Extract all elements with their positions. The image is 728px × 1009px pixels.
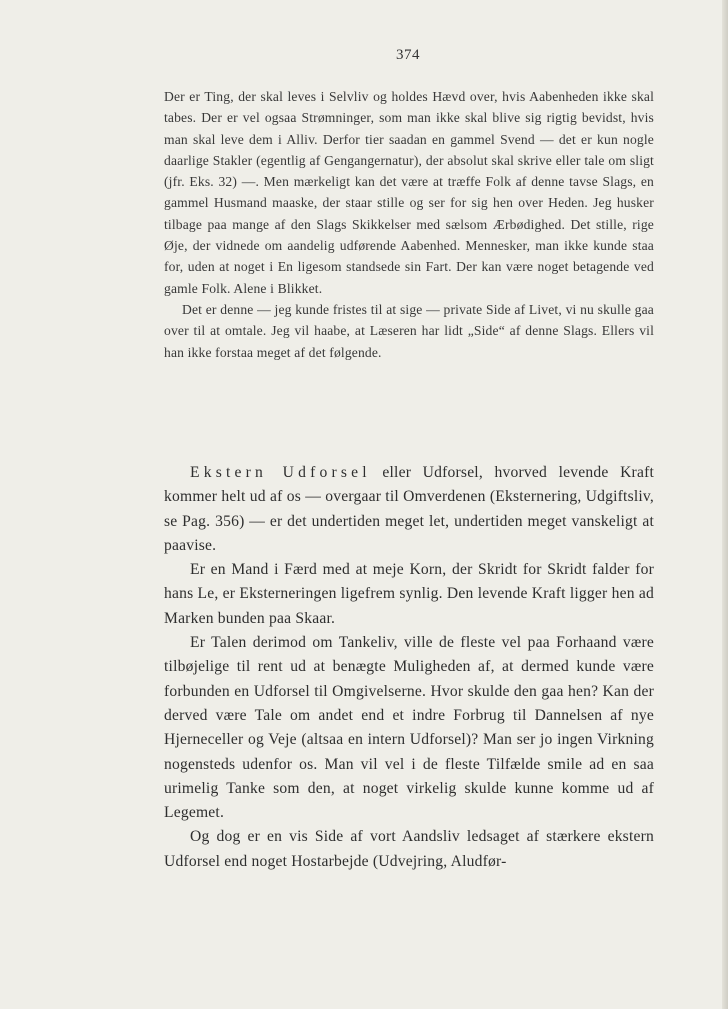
paragraph: Og dog er en vis Side af vort Aandsliv ledsaget af stærkere ekstern Udforsel end noget Hostarbejde (Udvejring, Aludfør- xyxy=(164,828,654,870)
page-edge xyxy=(722,0,728,1009)
paragraph: Er Talen derimod om Tankeliv, ville de fleste vel paa Forhaand være tilbøjelige til rent ud at benægte Muligheden af, at dermed kunde være forbunden en Udforsel til Omgivelserne. Hvor skulde den gaa hen? Kan der derved være Tale om andet end et indre Forbrug til Dannelsen af nye Hjerneceller og Veje (altsaa en intern Udforsel)? Man ser jo ingen Virkning nogensteds udenfor os. Man vil vel i de fleste Tilfælde smile ad en saa urimelig Tanke som den, at noget virkelig skulde kunne komme ud af Legemet. xyxy=(164,634,654,822)
spaced-term: Ekstern Udforsel xyxy=(190,464,371,481)
small-text-block xyxy=(164,86,654,363)
paragraph: Det er denne — jeg kunde fristes til at sige — private Side af Livet, vi nu skulle gaa over til at omtale. Jeg vil haabe, at Læseren har lidt „Side“ af denne Slags. Ellers vil han ikke forstaa meget af det følgende. xyxy=(164,301,654,360)
large-text-block xyxy=(164,461,654,874)
paragraph xyxy=(164,461,654,558)
paragraph: Der er Ting, der skal leves i Selvliv og holdes Hævd over, hvis Aabenheden ikke skal tabes. Der er vel ogsaa Strømninger, som man ikke skal blive sig rigtig bevidst, hvis man skal leve dem i Alliv. Derfor tier saadan en gammel Svend — det er kun nogle daarlige Stakler (egentlig af Gengangernatur), der absolut skal skrive eller tale om sligt (jfr. Eks. 32) —. Men mærkeligt kan det være at træffe Folk af denne tavse Slags, en gammel Husmand maaske, der staar stille og ser for sig hen over Heden. Jeg husker tilbage paa mange af den Slags Skikkelser med sælsom Ærbødighed. Det stille, rige Øje, der vidnede om aandelig udførende Aabenhed. Mennesker, man ikke kunde staa for, uden at noget i En ligesom standsede sin Fart. Der kan være noget betagende ved gamle Folk. Alene i Blikket. xyxy=(164,89,654,296)
paragraph: Er en Mand i Færd med at meje Korn, der Skridt for Skridt falder for hans Le, er Eksterneringen ligefrem synlig. Den levende Kraft ligger hen ad Marken bunden paa Skaar. xyxy=(164,561,654,627)
paragraph-text: eller Udforsel, hvorved levende Kraft kommer helt ud af os — overgaar til Omverdenen (Eksternering, Udgiftsliv, se Pag. 356) — er det undertiden meget let, undertiden meget vanskeligt at paavise. xyxy=(164,464,654,554)
page-number: 374 xyxy=(396,47,420,63)
